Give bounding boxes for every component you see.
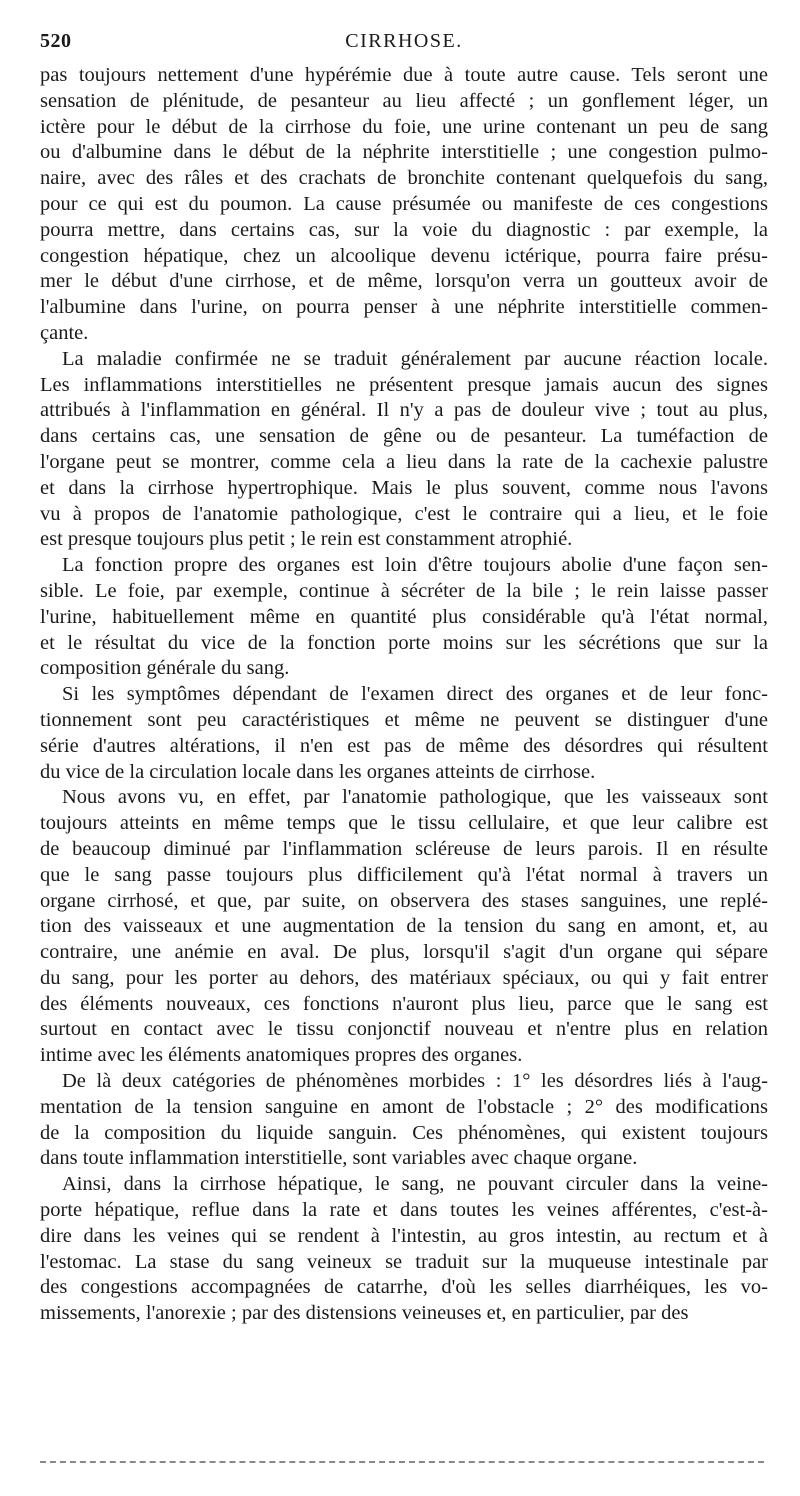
text-line: composition générale du sang. — [40, 657, 290, 680]
text-line: çante. — [40, 321, 89, 344]
text-line: contraire, une anémie en aval. De plus, lorsqu'il s'agit d'un organe qui sépare — [40, 941, 768, 964]
text-line: surtout en contact avec le tissu conjonctif nouveau et n'entre plus en relation — [40, 1018, 768, 1041]
paragraph — [40, 347, 768, 553]
paragraph — [40, 63, 768, 347]
text-line: l'urine, habituellement même en quantité plus considérable qu'à l'état normal, — [40, 605, 768, 628]
text-line: Ainsi, dans la cirrhose hépatique, le sang, ne pouvant circuler dans la veine- — [62, 1173, 768, 1196]
text-line: pourra mettre, dans certains cas, sur la voie du diagnostic : par exemple, la — [40, 218, 768, 241]
text-line: La maladie confirmée ne se traduit généralement par aucune réaction locale. — [62, 347, 768, 370]
text-line: pour ce qui est du poumon. La cause présumée ou manifeste de ces congestions — [40, 192, 768, 215]
text-line: et le résultat du vice de la fonction porte moins sur les sécrétions que sur la — [40, 631, 768, 654]
text-line: toujours atteints en même temps que le tissu cellulaire, et que leur calibre est — [40, 812, 768, 835]
text-line: l'organe peut se montrer, comme cela a lieu dans la rate de la cachexie palustre — [40, 450, 768, 473]
text-line: dans certains cas, une sensation de gêne ou de pesanteur. La tuméfaction de — [40, 425, 768, 448]
text-line: naire, avec des râles et des crachats de bronchite contenant quelquefois du sang, — [40, 167, 768, 190]
text-line: De là deux catégories de phénomènes morbides : 1° les désordres liés à l'aug- — [62, 1070, 768, 1093]
text-line: du sang, pour les porter au dehors, des matériaux spéciaux, ou qui y fait entrer — [40, 966, 768, 989]
text-line: attribués à l'inflammation en général. Il n'y a pas de douleur vive ; tout au plus, — [40, 399, 768, 422]
text-line: sensation de plénitude, de pesanteur au lieu affecté ; un gonflement léger, un — [40, 89, 768, 112]
text-line: série d'autres altérations, il n'en est pas de même des désordres qui résultent — [40, 734, 768, 757]
text-line: sible. Le foie, par exemple, continue à sécréter de la bile ; le rein laisse passer — [40, 579, 768, 602]
text-line: tionnement sont peu caractéristiques et même ne peuvent se distinguer d'une — [40, 708, 768, 731]
text-line: Les inflammations interstitielles ne présentent presque jamais aucun des signes — [40, 373, 768, 396]
text-line: vu à propos de l'anatomie pathologique, c'est le contraire qui a lieu, et le foie — [40, 502, 768, 525]
text-line: du vice de la circulation locale dans les organes atteints de cirrhose. — [40, 760, 596, 783]
text-line: Nous avons vu, en effet, par l'anatomie pathologique, que les vaisseaux sont — [62, 786, 768, 809]
paragraph — [40, 553, 768, 682]
text-line: ou d'albumine dans le début de la néphrite interstitielle ; une congestion pulmo- — [40, 141, 768, 164]
text-line: mer le début d'une cirrhose, et de même, lorsqu'on verra un goutteux avoir de — [40, 270, 768, 293]
text-line: des éléments nouveaux, ces fonctions n'auront plus lieu, parce que le sang est — [40, 992, 768, 1015]
text-line: ictère pour le début de la cirrhose du foie, une urine contenant un peu de sang — [40, 115, 768, 138]
text-line: mentation de la tension sanguine en amont de l'obstacle ; 2° des modifications — [40, 1095, 768, 1118]
text-line: pas toujours nettement d'une hypérémie due à toute autre cause. Tels seront une — [40, 64, 768, 86]
text-line: La fonction propre des organes est loin d'être toujours abolie d'une façon sen- — [62, 554, 768, 577]
text-line: et dans la cirrhose hypertrophique. Mais le plus souvent, comme nous l'avons — [40, 476, 768, 499]
text-line: est presque toujours plus petit ; le rein est constamment atrophié. — [40, 528, 573, 551]
paragraph — [40, 1172, 768, 1327]
running-title: CIRRHOSE. — [345, 30, 463, 52]
text-line: dire dans les veines qui se rendent à l'intestin, au gros intestin, au rectum et à — [40, 1224, 768, 1247]
text-line: l'albumine dans l'urine, on pourra penser à une néphrite interstitielle commen- — [40, 296, 768, 319]
page-header — [40, 30, 768, 60]
text-line: congestion hépatique, chez un alcoolique devenu ictérique, pourra faire présu- — [40, 244, 768, 267]
text-line: que le sang passe toujours plus difficilement qu'à l'état normal à travers un — [40, 863, 768, 886]
text-line: missements, l'anorexie ; par des distensions veineuses et, en particulier, par des — [40, 1302, 689, 1325]
text-line: organe cirrhosé, et que, par suite, on observera des stases sanguines, une replé- — [40, 889, 768, 912]
text-line: tion des vaisseaux et une augmentation de la tension du sang en amont, et, au — [40, 915, 768, 938]
body-text — [40, 63, 768, 1327]
text-line: porte hépatique, reflue dans la rate et dans toutes les veines afférentes, c'est-à- — [40, 1199, 768, 1222]
text-line: Si les symptômes dépendant de l'examen direct des organes et de leur fonc- — [62, 683, 768, 706]
bottom-rule — [40, 1461, 764, 1463]
text-line: de la composition du liquide sanguin. Ces phénomènes, qui existent toujours — [40, 1121, 768, 1144]
text-line: l'estomac. La stase du sang veineux se traduit sur la muqueuse intestinale par — [40, 1250, 768, 1273]
text-line: de beaucoup diminué par l'inflammation scléreuse de leurs parois. Il en résulte — [40, 837, 768, 860]
text-line: des congestions accompagnées de catarrhe, d'où les selles diarrhéiques, les vo- — [40, 1276, 768, 1299]
paragraph — [40, 682, 768, 785]
paragraph — [40, 1069, 768, 1172]
text-line: dans toute inflammation interstitielle, sont variables avec chaque organe. — [40, 1147, 638, 1170]
text-line: intime avec les éléments anatomiques propres des organes. — [40, 1044, 523, 1067]
page-number: 520 — [40, 30, 72, 52]
paragraph — [40, 785, 768, 1069]
